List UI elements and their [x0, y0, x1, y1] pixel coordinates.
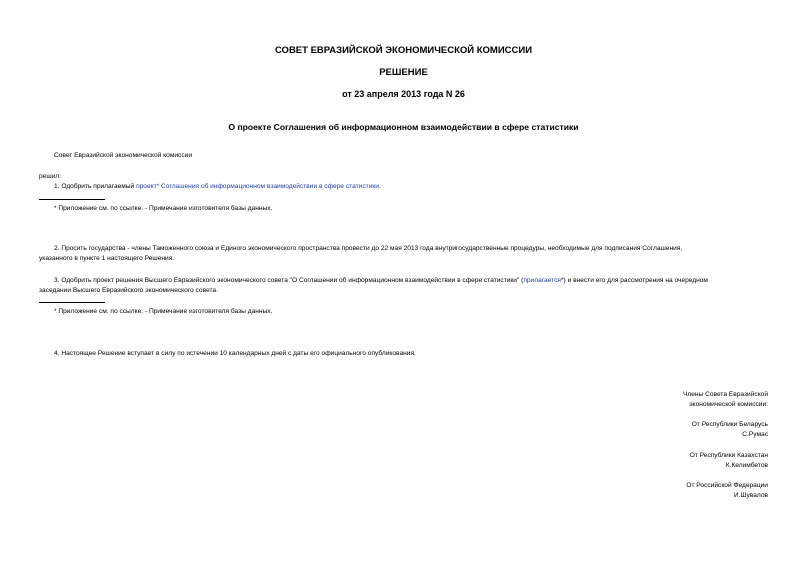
footnote-1: * Приложение см. по ссылке. - Примечание изготовителя базы данных.: [54, 205, 273, 212]
document-date-number: от 23 апреля 2013 года N 26: [342, 89, 465, 99]
intro-text: Совет Евразийской экономической комиссии: [54, 152, 193, 159]
signature-name: И.Шувалов: [733, 491, 768, 499]
decided-text: решил:: [39, 173, 61, 180]
item-3-text-before: 3. Одобрить проект решения Высшего Евразийского экономического совета "О Соглашении об информационном взаимодействии в сфере статистики" (: [54, 277, 524, 284]
item-2-line-1: 2. Просить государства - члены Таможенного союза и Единого экономического пространства провести до 22 мая 2013 года внутригосударственные процедуры, необходимые для подписания Соглашения,: [54, 245, 683, 252]
signature-country: От Российской Федерации: [686, 482, 768, 489]
item-1: [54, 182, 381, 191]
item-1-text-after: .: [378, 183, 381, 190]
footnote-2: * Приложение см. по ссылке. - Примечание изготовителя базы данных.: [54, 308, 273, 315]
document-title: О проекте Соглашения об информационном взаимодействии в сфере статистики: [228, 122, 579, 132]
item-3-text-after: *) и внести его для рассмотрения на очередном: [560, 277, 708, 284]
signatures-heading: [683, 390, 768, 409]
signature-country: От Республики Казахстан: [689, 452, 768, 459]
signature-belarus: [692, 420, 768, 439]
item-2-line-2: указанного в пункте 1 настоящего Решения.: [39, 255, 175, 262]
signature-name: С.Румас: [742, 430, 768, 438]
signature-name: К.Келимбетов: [725, 461, 768, 469]
signatures-heading-line-1: Члены Совета Евразийской: [682, 391, 768, 398]
item-4: 4. Настоящее Решение вступает в силу по истечении 10 календарных дней с даты его официального опубликования.: [54, 350, 416, 357]
signature-country: От Республики Беларусь: [691, 421, 768, 428]
signature-russia: [686, 481, 768, 500]
document-type-heading: РЕШЕНИЕ: [379, 67, 428, 78]
item-3-line-2: заседании Высшего Евразийского экономического совета.: [39, 287, 218, 294]
footnote-separator-1: [39, 199, 105, 200]
signature-kazakhstan: [690, 451, 768, 470]
signatures-heading-line-2: экономической комиссии:: [689, 400, 768, 408]
item-1-text-before: 1. Одобрить прилагаемый: [54, 183, 137, 190]
footnote-separator-2: [39, 302, 105, 303]
item-3-attached-link[interactable]: прилагается: [523, 277, 561, 284]
item-1-agreement-link[interactable]: проект* Соглашения об информационном взаимодействии в сфере статистики: [136, 183, 379, 190]
organization-heading: СОВЕТ ЕВРАЗИЙСКОЙ ЭКОНОМИЧЕСКОЙ КОМИССИИ: [274, 45, 533, 56]
item-3-line-1: [54, 276, 708, 285]
